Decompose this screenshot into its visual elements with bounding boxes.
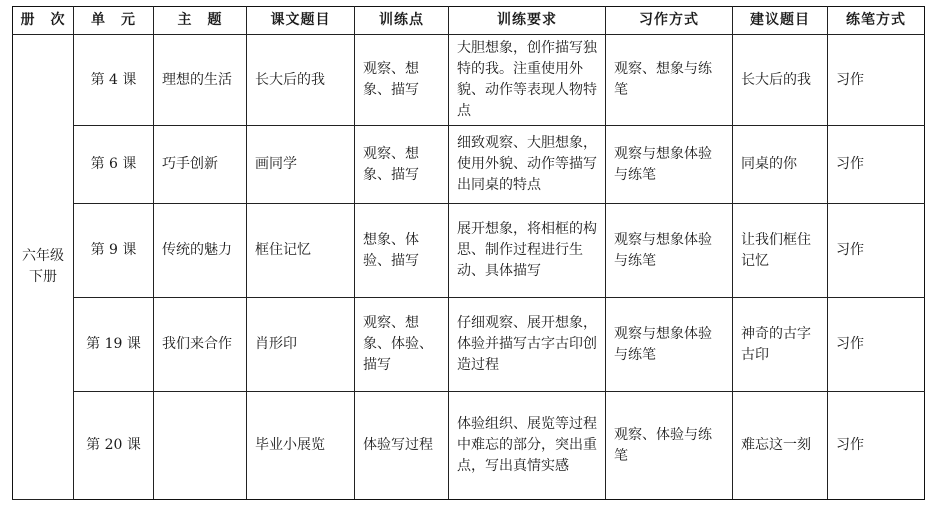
unit-cell: 第 9 课 xyxy=(74,204,154,298)
requirement-cell: 体验组织、展览等过程中难忘的部分，突出重点，写出真情实感 xyxy=(449,392,606,500)
topic-cell: 长大后的我 xyxy=(733,35,828,126)
method-cell: 观察与想象体验与练笔 xyxy=(606,204,733,298)
table-row xyxy=(13,35,925,126)
lesson-cell: 肖形印 xyxy=(247,298,355,392)
header-method: 习作方式 xyxy=(606,7,733,35)
practice-cell: 习作 xyxy=(828,392,925,500)
lesson-cell: 框住记忆 xyxy=(247,204,355,298)
unit-cell: 第 4 课 xyxy=(74,35,154,126)
method-cell: 观察、想象与练笔 xyxy=(606,35,733,126)
requirement-cell: 大胆想象，创作描写独特的我。注重使用外貌、动作等表现人物特点 xyxy=(449,35,606,126)
unit-cell: 第 19 课 xyxy=(74,298,154,392)
topic-cell: 让我们框住记忆 xyxy=(733,204,828,298)
header-requirement: 训练要求 xyxy=(449,7,606,35)
header-lesson: 课文题目 xyxy=(247,7,355,35)
point-cell: 想象、体验、描写 xyxy=(355,204,449,298)
point-cell: 观察、想象、描写 xyxy=(355,126,449,204)
requirement-cell: 展开想象，将相框的构思、制作过程进行生动、具体描写 xyxy=(449,204,606,298)
header-unit: 单 元 xyxy=(74,7,154,35)
header-point: 训练点 xyxy=(355,7,449,35)
practice-cell: 习作 xyxy=(828,204,925,298)
point-cell: 体验写过程 xyxy=(355,392,449,500)
theme-cell: 我们来合作 xyxy=(154,298,247,392)
practice-cell: 习作 xyxy=(828,298,925,392)
requirement-cell: 细致观察、大胆想象，使用外貌、动作等描写出同桌的特点 xyxy=(449,126,606,204)
point-cell: 观察、想象、体验、描写 xyxy=(355,298,449,392)
header-topic: 建议题目 xyxy=(733,7,828,35)
header-volume: 册 次 xyxy=(13,7,74,35)
topic-cell: 难忘这一刻 xyxy=(733,392,828,500)
lesson-cell: 画同学 xyxy=(247,126,355,204)
table-row xyxy=(13,126,925,204)
lesson-cell: 长大后的我 xyxy=(247,35,355,126)
unit-cell: 第 6 课 xyxy=(74,126,154,204)
topic-cell: 同桌的你 xyxy=(733,126,828,204)
table-row xyxy=(13,392,925,500)
topic-cell: 神奇的古字古印 xyxy=(733,298,828,392)
header-theme: 主 题 xyxy=(154,7,247,35)
point-cell: 观察、想象、描写 xyxy=(355,35,449,126)
writing-training-table xyxy=(12,6,925,500)
unit-cell: 第 20 课 xyxy=(74,392,154,500)
practice-cell: 习作 xyxy=(828,126,925,204)
table-row xyxy=(13,298,925,392)
table-row xyxy=(13,204,925,298)
requirement-cell: 仔细观察、展开想象，体验并描写古字古印创造过程 xyxy=(449,298,606,392)
theme-cell: 传统的魅力 xyxy=(154,204,247,298)
theme-cell: 理想的生活 xyxy=(154,35,247,126)
theme-cell: 巧手创新 xyxy=(154,126,247,204)
lesson-cell: 毕业小展览 xyxy=(247,392,355,500)
theme-cell xyxy=(154,392,247,500)
method-cell: 观察与想象体验与练笔 xyxy=(606,298,733,392)
header-practice: 练笔方式 xyxy=(828,7,925,35)
method-cell: 观察与想象体验与练笔 xyxy=(606,126,733,204)
method-cell: 观察、体验与练笔 xyxy=(606,392,733,500)
volume-cell: 六年级下册 xyxy=(13,35,74,500)
practice-cell: 习作 xyxy=(828,35,925,126)
header-row xyxy=(13,7,925,35)
